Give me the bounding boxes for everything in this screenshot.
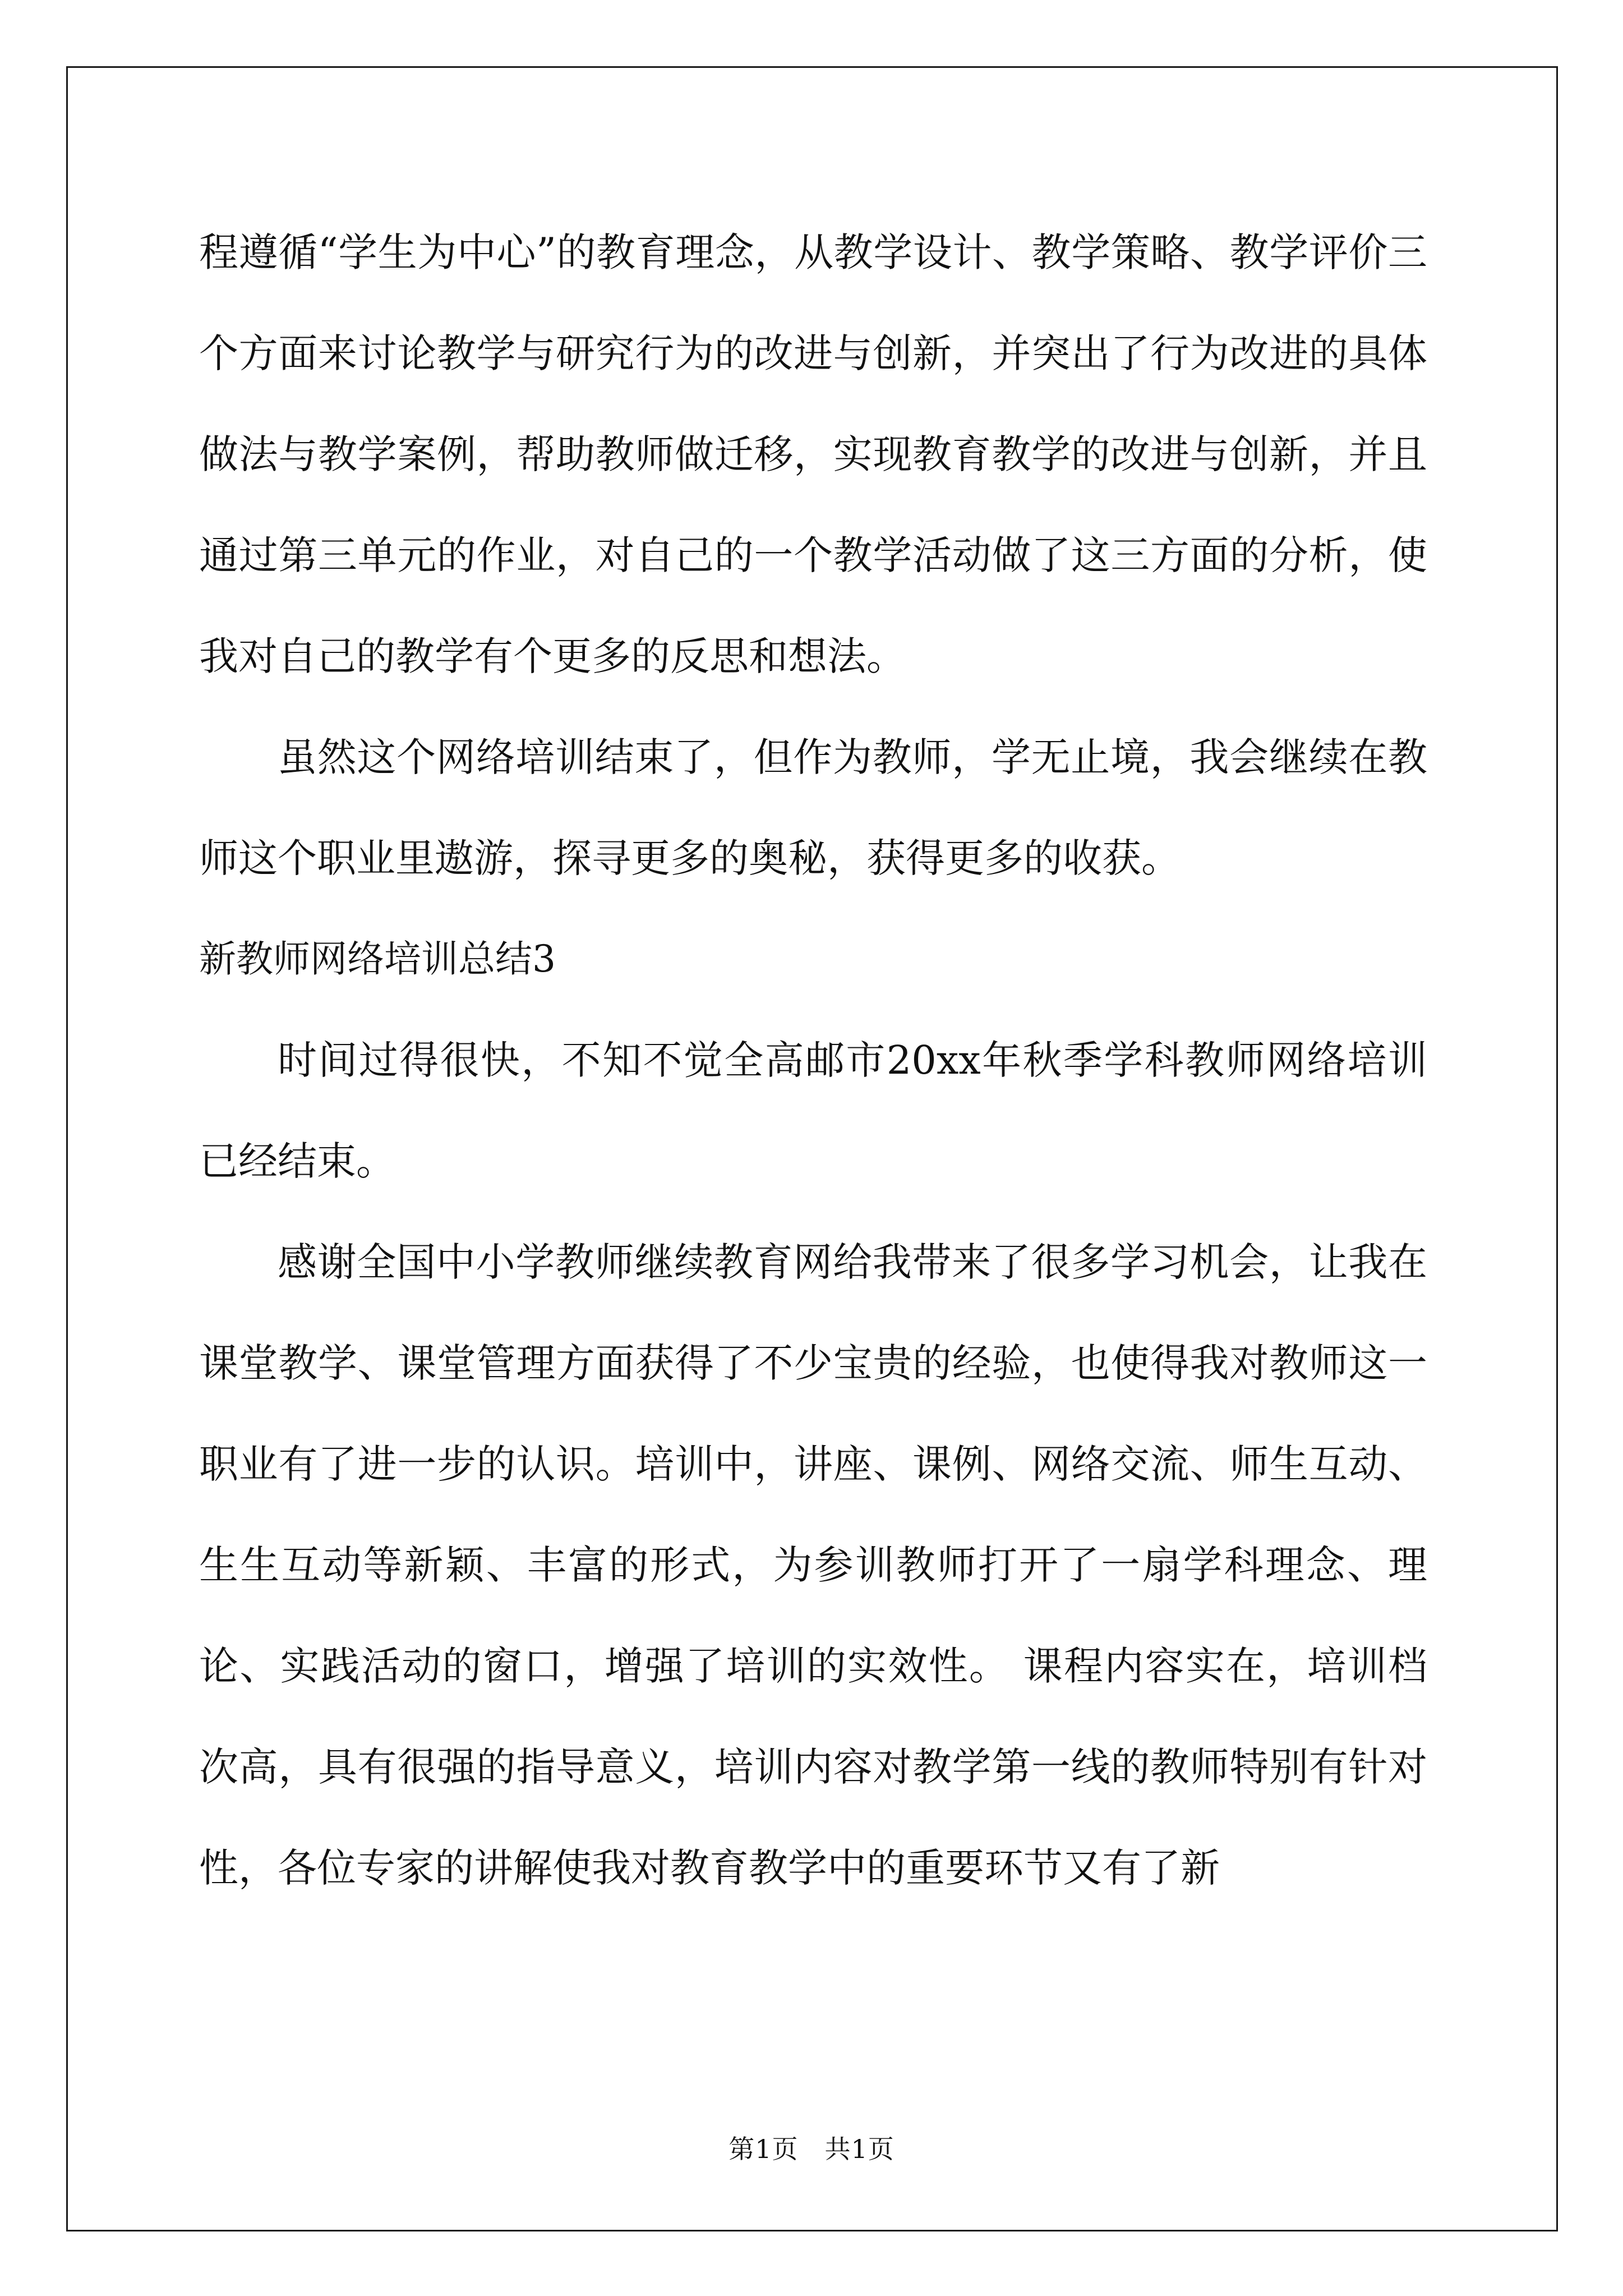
- page-number-footer: 第1页 共1页: [728, 2134, 895, 2164]
- section-heading: 新教师网络培训总结3: [199, 937, 556, 981]
- paragraph-2: 虽然这个网络培训结束了，但作为教师，学无止境，我会继续在教师这个职业里遨游，探寻更多的奥秘，获得更多的收获。: [199, 734, 1427, 881]
- paragraph-3: 时间过得很快，不知不觉全高邮市20xx年秋季学科教师网络培训已经结束。: [199, 1037, 1427, 1184]
- paragraph-1: 程遵循“学生为中心”的教育理念，从教学设计、教学策略、教学评价三个方面来讨论教学与研究行为的改进与创新，并突出了行为改进的具体做法与教学案例，帮助教师做迁移，实现教育教学的改进与创新，并且通过第三单元的作业，对自己的一个教学活动做了这三方面的分析，使我对自己的教学有个更多的反思和想法。: [199, 229, 1427, 679]
- document-body: [199, 202, 1427, 1918]
- paragraph-4: 感谢全国中小学教师继续教育网给我带来了很多学习机会，让我在课堂教学、课堂管理方面获得了不少宝贵的经验，也使得我对教师这一职业有了进一步的认识。培训中，讲座、课例、网络交流、师生互动、生生互动等新颖、丰富的形式，为参训教师打开了一扇学科理念、理论、实践活动的窗口，增强了培训的实效性。 课程内容实在，培训档次高，具有很强的指导意义，培训内容对教学第一线的教师特别有针对性，各位专家的讲解使我对教育教学中的重要环节又有了新: [199, 1239, 1427, 1891]
